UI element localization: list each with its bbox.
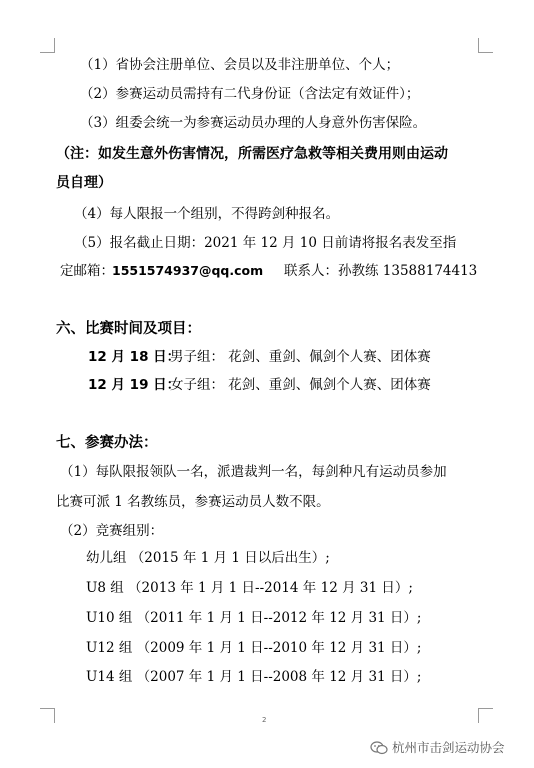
- paragraph-line: 定邮箱：: [60, 263, 114, 279]
- contact-person: 联系人：孙教练 13588174413: [284, 263, 478, 279]
- paragraph-line: （1）每队限报领队一名，派遣裁判一名，每剑种凡有运动员参加: [60, 464, 447, 480]
- schedule-date: 12 月 19 日：: [88, 377, 181, 393]
- paragraph-line: 比赛可派 1 名教练员，参赛运动员人数不限。: [56, 494, 330, 510]
- paragraph-line: （3）组委会统一为参赛运动员办理的人身意外伤害保险。: [80, 115, 427, 131]
- contact-email: 1551574937@qq.com: [112, 263, 264, 278]
- watermark-text: 杭州市击剑运动协会: [392, 740, 505, 755]
- schedule-desc: 女子组： 花剑、重剑、佩剑个人赛、团体赛: [170, 377, 431, 393]
- group-item: U12 组 （2009 年 1 月 1 日--2010 年 12 月 31 日）;: [86, 640, 422, 656]
- schedule-desc: 男子组： 花剑、重剑、佩剑个人赛、团体赛: [170, 349, 431, 365]
- paragraph-line: （1）省协会注册单位、会员以及非注册单位、个人；: [80, 57, 400, 73]
- note-line: 员自理）: [56, 175, 112, 191]
- paragraph-line: （5）报名截止日期：2021 年 12 月 10 日前请将报名表发至指: [74, 235, 457, 251]
- page-corner-mark: [40, 38, 55, 53]
- group-item: U14 组 （2007 年 1 月 1 日--2008 年 12 月 31 日）;: [86, 669, 422, 685]
- section-heading: 六、比赛时间及项目：: [56, 321, 201, 337]
- group-item: U8 组 （2013 年 1 月 1 日--2014 年 12 月 31 日）;: [86, 580, 413, 596]
- group-item: 幼儿组 （2015 年 1 月 1 日以后出生）;: [86, 550, 330, 566]
- paragraph-line: （2）竞赛组别：: [60, 523, 164, 539]
- page-number: 2: [262, 716, 267, 724]
- group-item: U10 组 （2011 年 1 月 1 日--2012 年 12 月 31 日）;: [86, 610, 422, 626]
- section-heading: 七、参赛办法：: [56, 435, 158, 451]
- watermark: [370, 738, 505, 756]
- page-corner-mark: [478, 708, 493, 723]
- page-corner-mark: [40, 708, 55, 723]
- paragraph-line: （2）参赛运动员需持有二代身份证（含法定有效证件）；: [80, 86, 420, 102]
- schedule-date: 12 月 18 日：: [88, 349, 181, 365]
- wechat-icon: [370, 740, 388, 754]
- note-line: （注：如发生意外伤害情况，所需医疗急救等相关费用则由运动: [56, 146, 448, 162]
- page-corner-mark: [478, 38, 493, 53]
- paragraph-line: （4）每人限报一个组别，不得跨剑种报名。: [74, 206, 340, 222]
